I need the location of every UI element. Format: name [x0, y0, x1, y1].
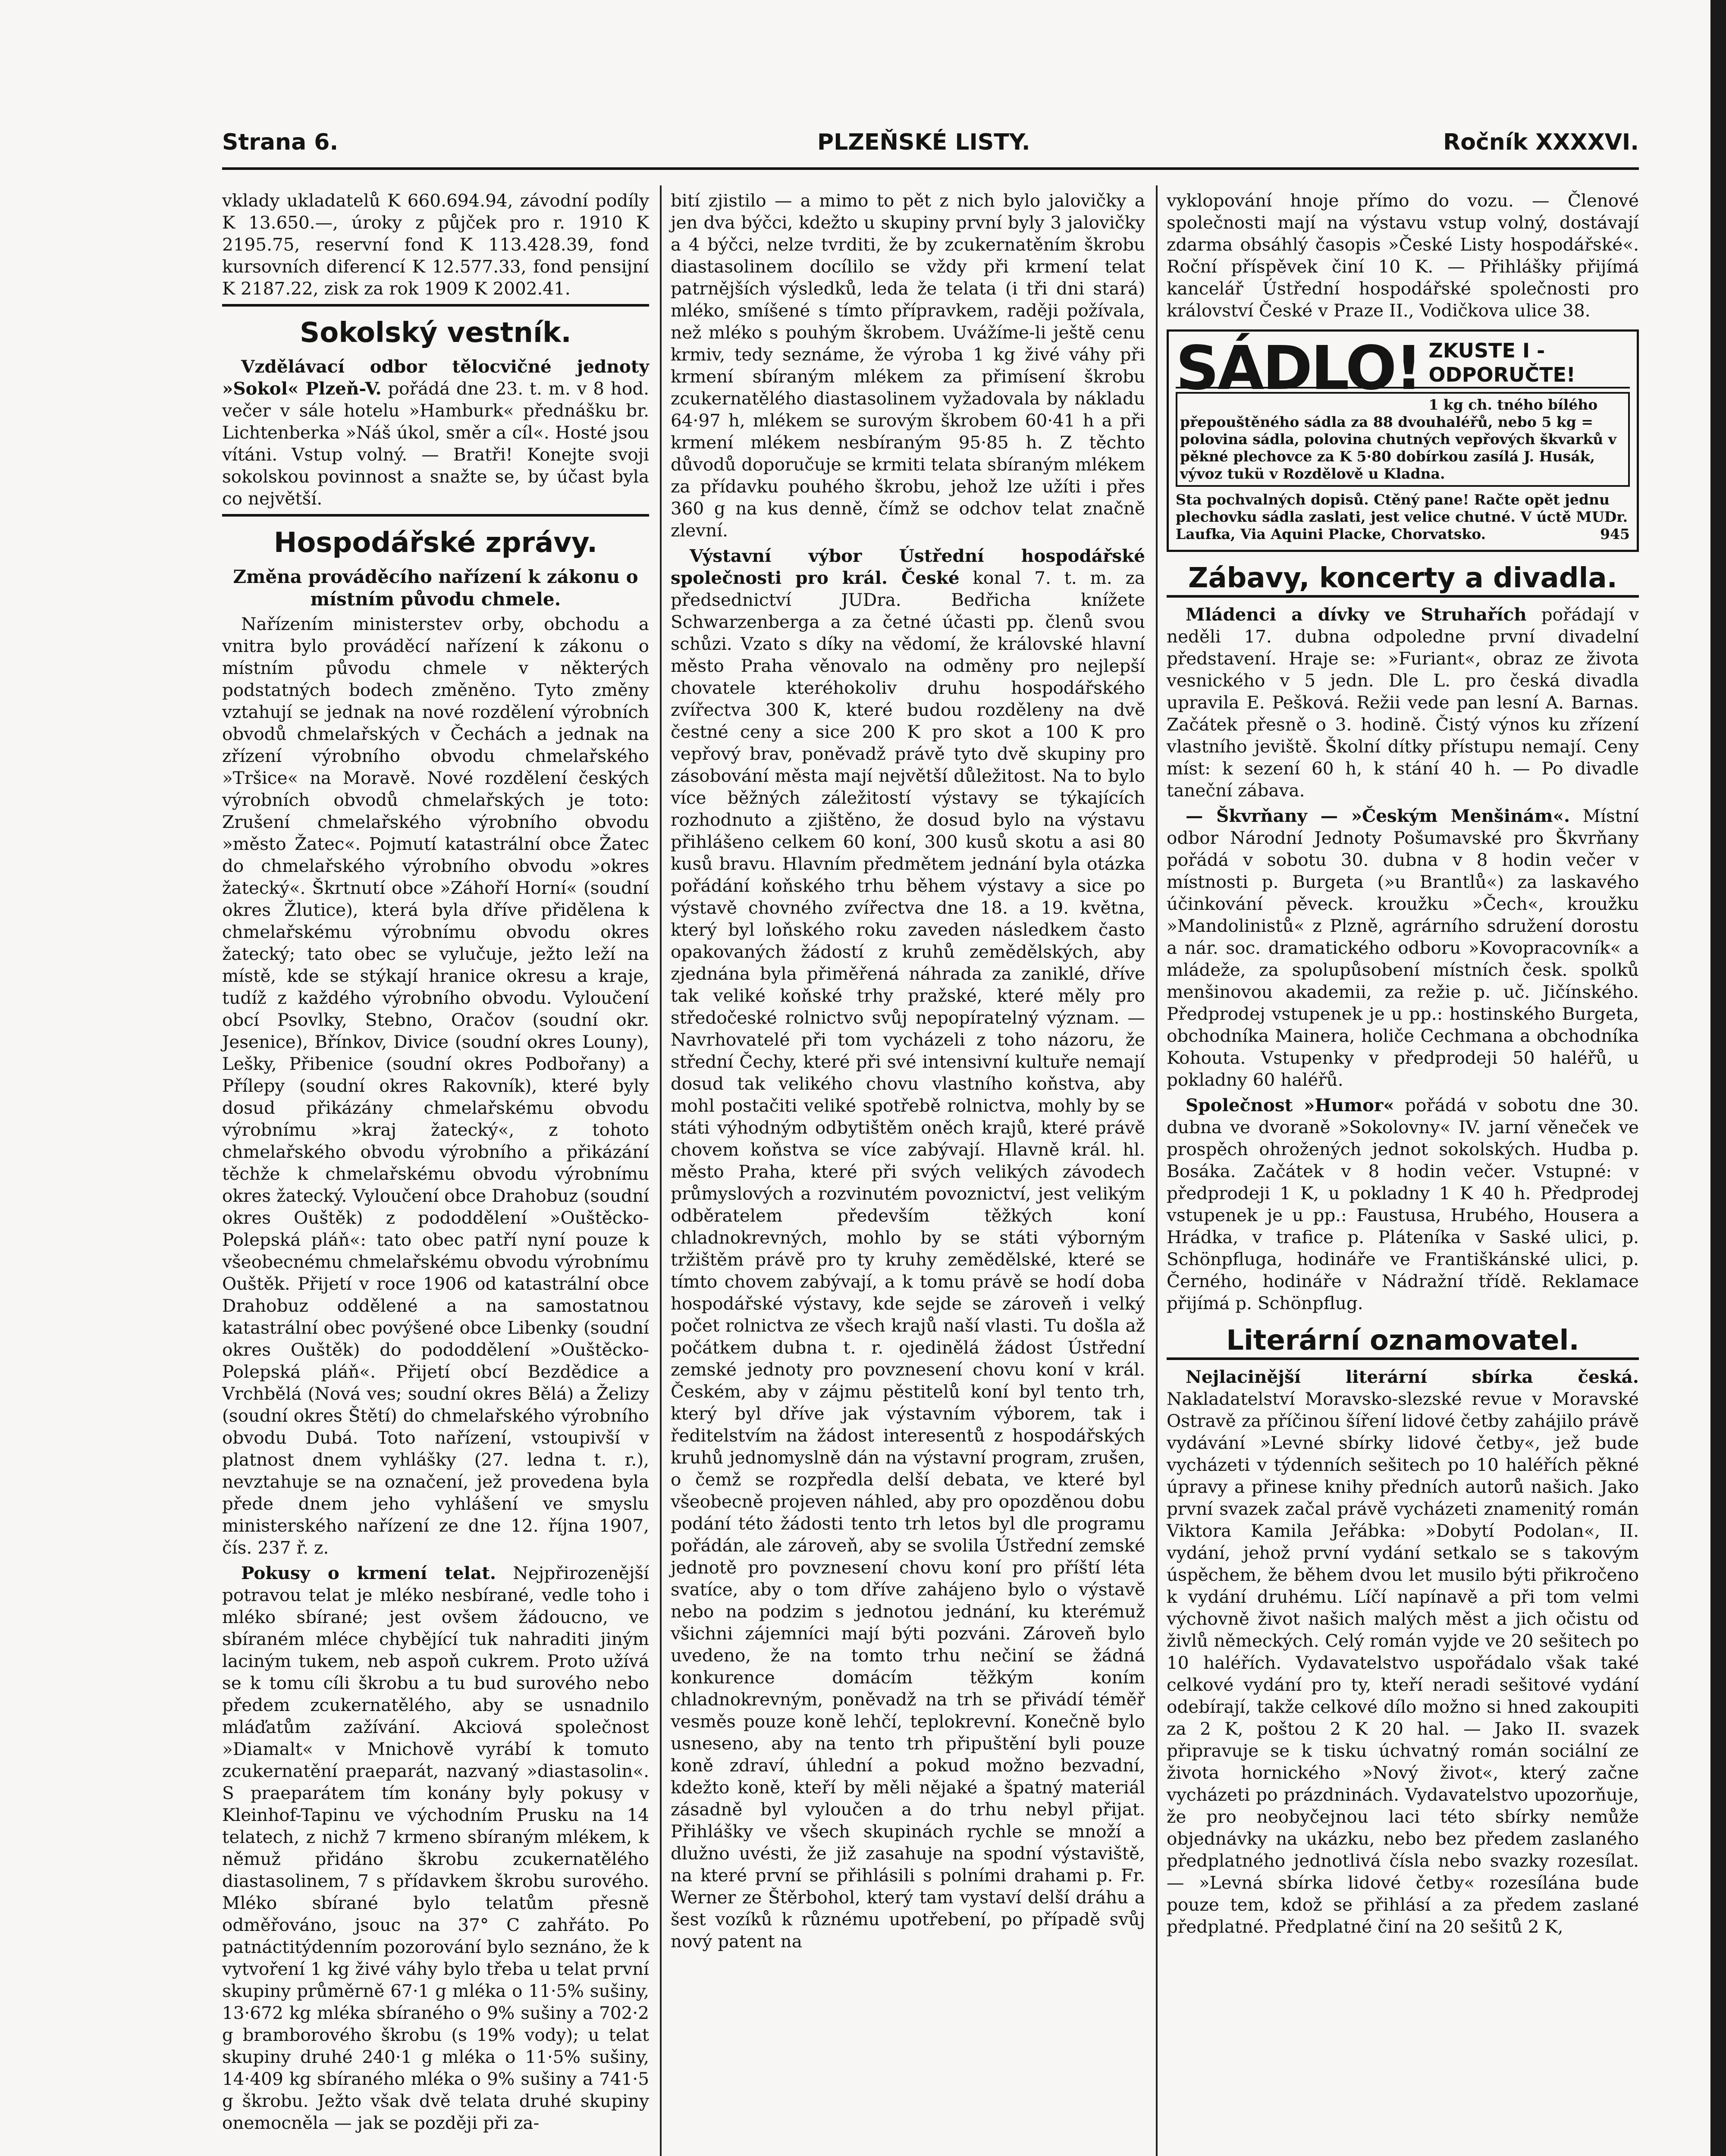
- paragraph-humor: [1167, 1094, 1639, 1314]
- vystavni-text: konal 7. t. m. za předsednictví JUDra. Bedřicha knížete Schwarzenberga a za četné účasti pp. členů svou schůzi. Vzato s díky na vědomí, že královské hlavní město Praha věnovalo na odměny pro nejlepší chovatele kteréhokoliv druhu hospodářského zvířectva 300 K, které budou rozděleny na dvě čestné ceny a sice 200 K pro skot a 100 K pro vepřový brav, poněvadž právě tyto dvě skupiny pro zásobování města mají největší důležitost. Na to bylo více běžných záležitostí výstavy se týkajících rozhodnuto a zjištěno, že dosud bylo na výstavu přihlášeno celkem 60 koní, 300 kusů skotu a asi 80 kusů bravu. Hlavním předmětem jednání byla otázka pořádání koňského trhu během výstavy a sice po výstavě chovného zvířectva dne 18. a 19. května, který byl loňského roku zaveden následkem často opakovaných žádostí z kruhů zemědělských, aby zjednána byla přiměřená náhrada za zaniklé, dříve tak veliké koňské trhy pražské, které měly pro středočeské rolnictvo svůj nepopíratelný význam. — Navrhovatelé při tom vycházeli z toho názoru, že střední Čechy, které při své intensivní kultuře nemají dosud tak velikého chovu vlastního koňstva, aby mohl postačiti veliké spotřebě rolnictva, mohly by se státi výhodným odbytištěm oněch krajů, které právě chovem koňstva se více zabývají. Hlavně král. hl. město Praha, které při svých velikých závodech průmyslových a rozvinutém povoznictví, jest velikým odběratelem především těžkých koní chladnokrevných, mohlo by se státi výborným tržištěm právě pro ty kruhy zemědělské, které se tímto chovem zabývají, a k tomu právě se hodí doba hospodářské výstavy, kde sejde se zároveň i velký počet rolnictva ze všech krajů naší vlasti. Tu došla až počátkem dubna t. r. ojedinělá žádost Ústřední zemské jednoty pro povznesení chovu koní v král. Českém, aby v zájmu pěstitelů koní byl tento trh, který byl dříve jak výstavním výborem, tak i ředitelstvím na žádost interesentů z hospodářských kruhů jednomyslně dán na výstavní program, zrušen, o čemž se rozpředla delší debata, ve které byl všeobecně projeven náhled, aby pro opozděnou dobu podání této žádosti tento trh letos byl dle programu pořádán, ale zároveň, aby se svolila Ústřední zemské jednotě pro povznesení chovu koní pro příští léta svatíce, aby o tom dříve zahájeno bylo o výstavě nebo na podzim s jednotou jednání, ku kterémuž všichni zájemníci mají býti pozváni. Zároveň bylo uvedeno, že na tomto trhu nečiní se žádná konkurence domácím těžkým koním chladnokrevným, poněvadž na trh se přivádí téměř vesměs pouze koně lehčí, teplokrevní. Konečně bylo usneseno, aby na tento trh připuštění byli pouze koně zdraví, úhlední a pokud možno bezvadní, kdežto koně, kteří by měli nějaké a špatný materiál zásadně byl vyloučen a do trhu nebyl přijat. Přihlášky ve všech skupinách rychle se množí a dlužno uvésti, že již zasahuje na spodní výstaviště, na které první se přihlásili s polními drahami p. Fr. Werner ze Štěrbohol, který tam vystaví delší dráhu a šest vozíků k různému upotřebení, po případě svůj nový patent na: [671, 567, 1145, 1952]
- sokol-lead: Vzdělávací odbor tělocvičné jednoty »Sokol« Plzeň-V.: [222, 356, 649, 399]
- paragraph-pokusy-cont: bití zjistilo — a mimo to pět z nich bylo jalovičky a jen dva býčci, kdežto u skupiny první byly 3 jalovičky a 4 býčci, nelze tvrditi, že by zcukernatěním škrobu diastasolinem docílilo se vždy při krmení telat patrnějších výsledků, leda že telata (i tři dni stará) mléko, smíšené s tímto přípravkem, raději požívala, než mléko s pouhým škrobem. Uvážíme-li ještě cenu krmiv, tedy seznáme, že výroba 1 kg živé váhy při krmení sbíraným mlékem za přimísení škrobu zcukernatělého diastasolinem vyžadovala by nákladu 64·97 h, mlékem se surovým škrobem 60·41 h a při krmení mlékem nesbíraným 95·85 h. Z těchto důvodů doporučuje se krmiti telata sbíraným mlékem za přídavku pouhého škrobu, jehož lze užíti i přes 360 g na kus denně, čímž se odchov telat značně zlevní.: [671, 190, 1145, 541]
- skvrnany-text: Místní odbor Národní Jednoty Pošumavské pro Škvrňany pořádá v sobotu 30. dubna v 8 hodin večer v místnosti p. Burgeta (»u Brantlů«) za laskavého účinkování pěveck. kroužku »Čech«, kroužku »Mandolinistů« z Plzně, agrárního sdružení dorostu a nár. soc. dramatického odboru »Kovopracovník« a mládeže, za spolupůsobení místních česk. spolků menšinovou akademii, za režie p. uč. Jičínského. Předprodej vstupenek je u pp.: hostinského Burgeta, obchodníka Mainera, holiče Cechmana a obchodníka Kohouta. Vstupenky v předprodeji 50 haléřů, u pokladny 60 haléřů.: [1167, 805, 1639, 1090]
- column-divider-2: [1156, 185, 1158, 2156]
- column-1: [222, 190, 649, 2137]
- section-rule: [222, 514, 649, 517]
- column-2: [671, 190, 1145, 1956]
- paragraph-vystavni: [671, 545, 1145, 1952]
- ad-number: 945: [1600, 526, 1630, 542]
- ad-big-word: SÁDLO!: [1176, 333, 1421, 404]
- pokusy-heading: Pokusy o krmení telat.: [241, 1563, 496, 1583]
- humor-text: pořádá v sobotu dne 30. dubna ve dvoraně »Sokolovny« IV. jarní věneček ve prospěch ohrožených jednot sokolských. Hudba p. Bosáka. Začátek v 8 hodin večer. Vstupné: v předprodeji 1 K, u pokladny 1 K 40 h. Předprodej vstupenek je u pp.: Faustusa, Hrubého, Housera a Hrádka, v trafice p. Pláteníka v Saské ulici, p. Schönpfluga, hodináře ve Františkánské ulici, p. Černého, hodináře v Nádražní třídě. Reklamace přijímá p. Schönpflug.: [1167, 1095, 1639, 1313]
- paragraph-pokusy: [222, 1562, 649, 2134]
- sokol-text: pořádá dne 23. t. m. v 8 hod. večer v sále hotelu »Hamburk« přednášku br. Lichtenberka »Náš úkol, směr a cíl«. Hosté jsou vítáni. Vstup volný. — Bratři! Konejte svoji sokolskou povinnost a snažte se, by účast byla co největší.: [222, 378, 649, 509]
- section-title-hospodarske: Hospodářské zprávy.: [273, 527, 598, 559]
- paragraph-deposits: vklady ukladatelů K 660.694.94, závodní podíly K 13.650.—, úroky z půjček pro r. 1910 K 2195.75, reservní fond K 113.428.39, fond kursovních diferencí K 12.577.33, fond pensijní K 2187.22, zisk za rok 1909 K 2002.41.: [222, 190, 649, 299]
- mladenci-heading: Mládenci a dívky ve Struhařích: [1186, 604, 1527, 625]
- paragraph-vystava-cont: vyklopování hnoje přímo do vozu. — Členové společnosti mají na výstavu vstup volný, dostávají zdarma obsáhlý časopis »České Listy hospodářské«. Roční příspěvek činí 10 K. — Přihlášky přijímá kancelář Ústřední hospodářské společnosti pro království České v Praze II., Vodičkova ulice 38.: [1167, 190, 1639, 321]
- pokusy-text: Nejpřirozenější potravou telat je mléko nesbírané, vedle toho i mléko sbírané; jest ovšem žádoucno, ve sbíraném mléce chybějící tuk nahraditi jiným laciným tukem, neb aspoň cukrem. Proto užívá se k tomu cíli škrobu a tu bud surového nebo předem zcukernatělého, aby se usnadnilo mláďatům zažívání. Akciová společnost »Diamalt« v Mnichově vyrábí k tomuto zcukernatění praeparát, nazvaný »diastasolin«. S praeparátem tím konány byly pokusy v Kleinhof-Tapinu ve východním Prusku na 14 telatech, z nichž 7 krmeno sbíraným mlékem, k němuž přidáno škrobu zcukernatělého diastasolinem, 7 s přídavkem škrobu surového. Mléko sbírané bylo telatům přesně odměřováno, jsouc na 37° C zahřáto. Po patnáctitýdenním pozorování bylo seznáno, že k vytvoření 1 kg živé váhy bylo třeba u telat první skupiny průměrně 67·1 g mléka o 11·5% sušiny, 13·672 kg mléka sbíraného o 9% sušiny a 702·2 g bramborového škrobu (s 19% vody); u telat skupiny druhé 240·1 g mléka o 11·5% sušiny, 14·409 kg sbíraného mléka o 9% sušiny a 741·5 g škrobu. Ježto však dvě telata druhé skupiny onemocněla — jak se později při za-: [222, 1563, 650, 2133]
- page-number: Strana 6.: [222, 129, 339, 155]
- section-title-zabavy: Zábavy, koncerty a divadla.: [1167, 561, 1639, 598]
- paragraph-sokol: [222, 356, 649, 510]
- mladenci-text: pořádají v neděli 17. dubna odpoledne první divadelní představení. Hraje se: »Furiant«, obraz ze života vesnického v 5 jedn. Dle L. pro česká divadla upravila E. Pešková. Režii vede pan lesní A. Barnas. Začátek přesně o 3. hodině. Čistý výnos ku zřízení vlastního jeviště. Školní dítky přístupu nemají. Ceny míst: k sezení 60 h, k stání 40 h. — Po divadle taneční zábava.: [1167, 604, 1639, 801]
- column-divider-1: [660, 185, 662, 2156]
- paragraph-mladenci: [1167, 604, 1639, 802]
- paragraph-zmena: Nařízením ministerstev orby, obchodu a vnitra bylo prováděcí nařízení k zákonu o místním původu chmele v některých podstatných bodech změněno. Tyto změny vztahují se jednak na nové rozdělení výrobních obvodů chmelařských v Čechách a jednak na zřízení výrobního obvodu chmelařského »Tršice« na Moravě. Nové rozdělení českých výrobních obvodů chmelařských je toto: Zrušení chmelařského výrobního obvodu »město Žatec«. Pojmutí katastrální obce Žatec do chmelařského výrobního obvodu »okres žatecký«. Škrtnutí obce »Záhoří Horní« (soudní okres Žlutice), která byla dříve přidělena k chmelařskému výrobnímu obvodu okres žatecký; tato obec se vylučuje, ježto leží na místě, kde se stýkají hranice okresu a kraje, tudíž z každého výrobního obvodu. Vyloučení obcí Psovlky, Stebno, Oračov (soudní okr. Jesenice), Břínkov, Divice (soudní okres Louny), Lešky, Přibenice (soudní okres Podbořany) a Přílepy (soudní okres Rakovník), které byly dosud přikázány chmelařskému obvodu výrobnímu »kraj žatecký«, z tohoto chmelařského obvodu výrobního a přikázání těchže k chmelařskému obvodu výrobnímu okres žatecký. Vyloučení obce Drahobuz (soudní okres Ouštěk) z pododdělení »Ouštěcko-Polepská pláň«: tato obec patří nyní pouze k všeobecnému chmelařskému obvodu výrobnímu Ouštěk. Přijetí v roce 1906 od katastrální obce Drahobuz oddělené a na samostatnou katastrální obec povýšené obce Libenky (soudní okres Ouštěk) do pododdělení »Ouštěcko-Polepská pláň«. Přijetí obcí Bezdědice a Vrchbělá (Nová ves; soudní okres Bělá) a Želizy (soudní okres Štětí) do chmelařského výrobního obvodu Dubá. Toto nařízení, vstoupivší v platnost dnem vyhlášky (27. ledna t. r.), nevztahuje se na označení, jež provedena byla přede dnem jeho vyhlášení ve smyslu ministerského nařízení ze dne 12. října 1907, čís. 237 ř. z.: [222, 614, 649, 1558]
- section-rule: [222, 304, 649, 307]
- ad-testimonial: [1176, 491, 1630, 543]
- vystavni-heading: Výstavní výbor Ústřední hospodářské společnosti pro král. České: [671, 545, 1145, 588]
- ad-headline: ZKUSTE I - ODPORUČTE!: [1176, 338, 1630, 389]
- ad-offer: 1 kg ch. tného bílého přepouštěného sádla za 88 dvouhaléřů, nebo 5 kg = polovina sádla, polovina chutných vepřových škvarků v pěkné plechovce za K 5·80 dobírkou zasílá J. Husák, vývoz tukü v Rozdělově u Kladna.: [1176, 392, 1630, 487]
- paragraph-literarni: [1167, 1366, 1639, 1938]
- page-edge-shadow: [1710, 0, 1726, 2156]
- running-header: [222, 129, 1639, 164]
- volume-number: Ročník XXXXVI.: [1443, 129, 1639, 155]
- newspaper-title: PLZEŇSKÉ LISTY.: [817, 129, 1030, 155]
- literarni-text: Nakladatelství Moravsko-slezské revue v Moravské Ostravě za příčinou šíření lidové četby zahájilo právě vydávání »Levné sbírky lidové četby«, jež bude vycházeti v týdenních sešitech po 10 haléřích pěkné úpravy a přinese knihy předních autorů našich. Jako první svazek začal právě vycházeti znamenitý román Viktora Kamila Jeřábka: »Dobytí Podolan«, II. vydání, jehož první vydání setkalo se s takovým úspěchem, že během dvou let musilo býti přikročeno k vydání druhému. Líčí napínavě a při tom velmi výchovně život našich malých měst a jich očistu od živlů německých. Celý román vyjde ve 20 sešitech po 10 haléřích. Vydavatelstvo uspořádalo však také celkové vydání pro ty, kteří neradi sešitové vydání odebírají, takže celkové dílo možno si hned zakoupiti za 2 K, poštou 2 K 20 hal. — Jako II. svazek připravuje se k tisku úchvatný román sociální ze života hornického »Nový život«, který začne vycházeti po prázdninách. Vydavatelstvo upozorňuje, že pro neobyčejnou laci této sbírky nemůže objednávky na ukázku, nebo bez předem zaslaného předplatného jednotlivá čísla nebo svazky rozesílat. — »Levná sbírka lidové četby« rozesílána bude pouze tem, kdož se přihlásí a za předem zaslané předplatné. Předplatné činí na 20 sešitů 2 K,: [1167, 1388, 1639, 1937]
- paragraph-skvrnany: [1167, 805, 1639, 1091]
- section-title-literarni: Literární oznamovatel.: [1167, 1324, 1639, 1360]
- article-heading-zmena: Změna prováděcího nařízení k zákonu o místním původu chmele.: [233, 566, 638, 610]
- skvrnany-heading: — Škvrňany — »Českým Menšinám«.: [1186, 805, 1570, 826]
- column-3: [1167, 190, 1639, 1941]
- ad-testimonial-text: Sta pochvalných dopisů. Ctěný pane! Račte opět jednu plechovku sádla zaslati, jest velice chutné. V úctě MUDr. Laufka, Via Aquini Placke, Chorvatsko.: [1176, 491, 1628, 542]
- literarni-heading: Nejlacinější literární sbírka česká.: [1186, 1366, 1639, 1387]
- advertisement-sadlo: [1167, 329, 1639, 552]
- humor-heading: Společnost »Humor«: [1186, 1095, 1394, 1116]
- header-rule: [222, 167, 1639, 170]
- section-title-sokol: Sokolský vestník.: [300, 317, 571, 349]
